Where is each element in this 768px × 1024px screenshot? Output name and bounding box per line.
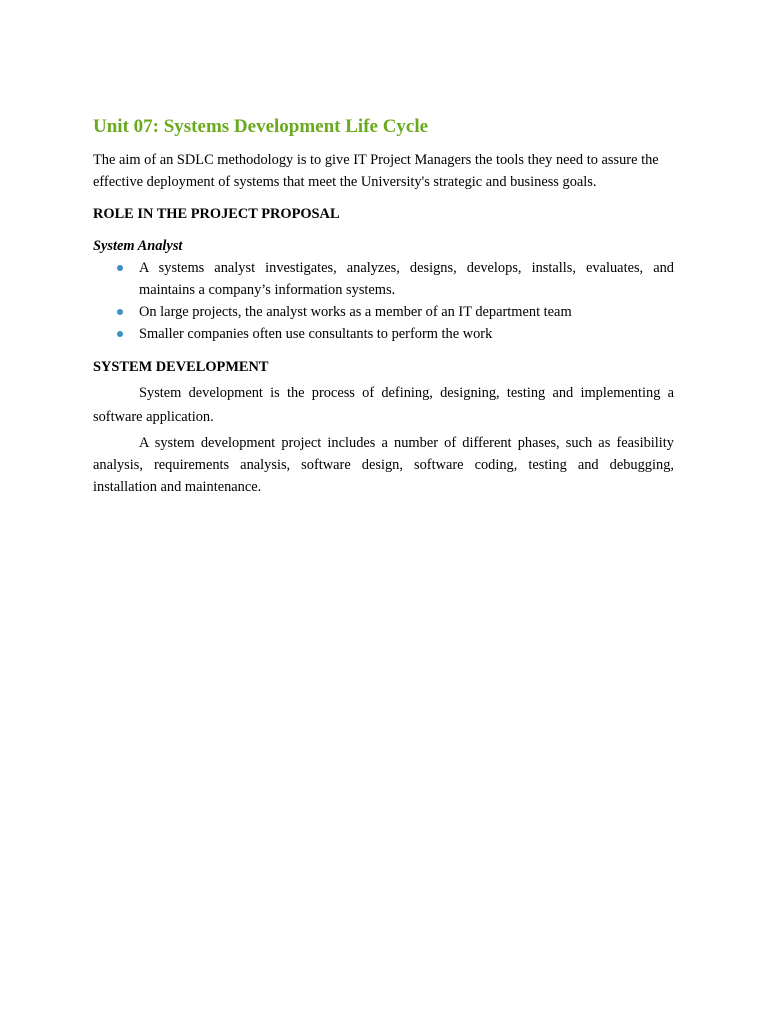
list-item	[93, 301, 674, 323]
paragraph-project-phases: A system development project includes a number of different phases, such as feasibility analysis, requirements analysis, software design, software coding, testing and debugging, installation and maintenance.	[93, 435, 674, 495]
bullet-icon	[117, 331, 123, 337]
section-heading-system-development: SYSTEM DEVELOPMENT	[93, 359, 269, 375]
document-title: Unit 07: Systems Development Life Cycle	[93, 116, 429, 137]
intro-paragraph: The aim of an SDLC methodology is to give IT Project Managers the tools they need to assure the effective deployment of systems that meet the University's strategic and business goals.	[93, 152, 659, 190]
bullet-icon	[117, 265, 123, 271]
list-item-text: Smaller companies often use consultants to perform the work	[139, 326, 493, 342]
list-item	[93, 323, 674, 345]
document-page	[93, 114, 674, 504]
list-item	[93, 257, 674, 301]
bullet-list	[93, 257, 674, 345]
list-item-text: On large projects, the analyst works as a member of an IT department team	[139, 304, 572, 320]
bullet-icon	[117, 309, 123, 315]
subheading-system-analyst: System Analyst	[93, 238, 183, 254]
section-heading-role: ROLE IN THE PROJECT PROPOSAL	[93, 206, 340, 222]
paragraph-system-development: System development is the process of defining, designing, testing and implementing a software application.	[93, 385, 674, 425]
list-item-text: A systems analyst investigates, analyzes, designs, develops, installs, evaluates, and maintains a company’s information systems.	[139, 260, 674, 298]
